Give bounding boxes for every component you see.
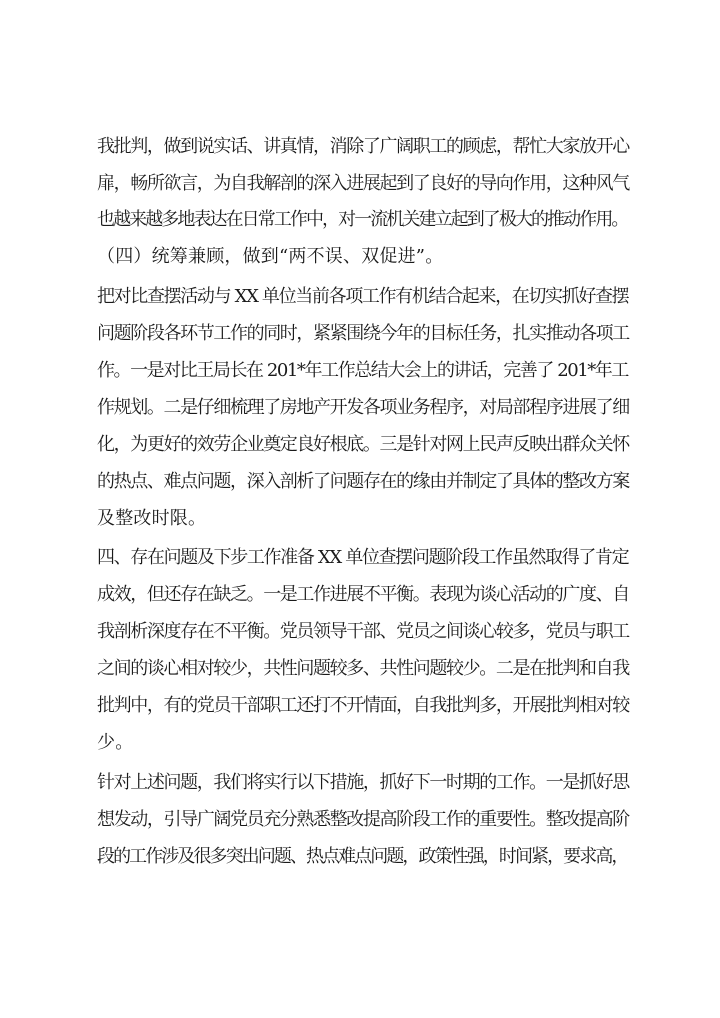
body-text-line: 四、存在问题及下步工作准备 XX 单位查摆问题阶段工作虽然取得了肯定 [97,547,629,568]
body-text-line: 把对比查摆活动与 XX 单位当前各项工作有机结合起来，在切实抓好查摆 [97,286,629,307]
body-text-line: 作。一是对比王局长在 201*年工作总结大会上的讲话，完善了 201*年工 [97,360,628,381]
body-text-line: 作规划。二是仔细梳理了房地产开发各项业务程序，对局部程序进展了细 [97,397,629,418]
section-heading: （四）统筹兼顾，做到“两不误、双促进”。 [97,246,444,267]
body-text-line: 想发动，引导广阔党员充分熟悉整改提高阶段工作的重要性。整改提高阶 [97,809,629,830]
body-text-line: 成效，但还存在缺乏。一是工作进展不平衡。表现为谈心活动的广度、自 [97,584,629,605]
body-text-line: 问题阶段各环节工作的同时，紧紧围绕今年的目标任务，扎实推动各项工 [97,323,629,344]
body-text-line: 我批判，做到说实话、讲真情，消除了广阔职工的顾虑，帮忙大家放开心 [97,136,629,157]
body-text-line: 批判中，有的党员干部职工还打不开情面，自我批判多，开展批判相对较 [97,695,629,716]
body-text-line: 我剖析深度存在不平衡。党员领导干部、党员之间谈心较多，党员与职工 [97,621,629,642]
body-text-line: 针对上述问题，我们将实行以下措施，抓好下一时期的工作。一是抓好思 [97,772,629,793]
body-text-line: 扉，畅所欲言，为自我解剖的深入进展起到了良好的导向作用，这种风气 [97,173,629,194]
body-text-line: 段的工作涉及很多突出问题、热点难点问题，政策性强，时间紧，要求高， [97,846,628,867]
body-text-line: 之间的谈心相对较少，共性问题较多、共性问题较少。二是在批判和自我 [97,658,629,679]
body-text-line: 也越来越多地表达在日常工作中，对一流机关建立起到了极大的推动作用。 [97,209,628,230]
body-text-line: 化，为更好的效劳企业奠定良好根底。三是针对网上民声反映出群众关怀 [97,434,629,455]
body-text-line: 的热点、难点问题，深入剖析了问题存在的缘由并制定了具体的整改方案 [97,471,629,492]
body-text-line: 及整改时限。 [97,508,207,529]
body-text-line: 少。 [97,732,134,753]
